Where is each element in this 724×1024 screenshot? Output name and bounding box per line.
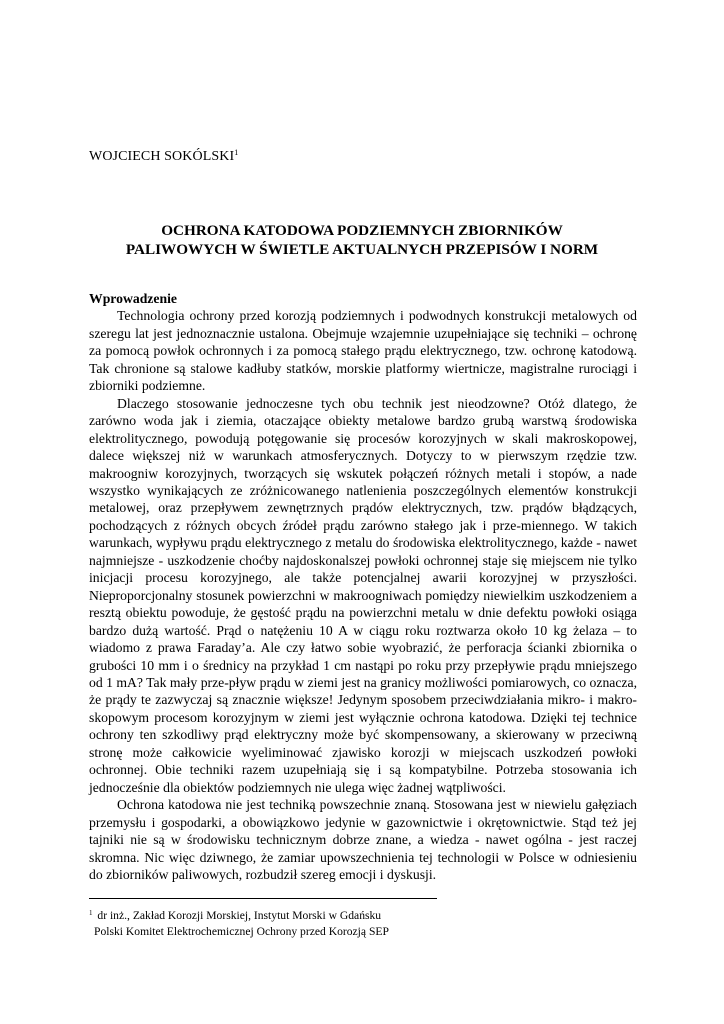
footnote-line-1: [89, 906, 389, 924]
footnote: [89, 906, 389, 939]
title-line-2: PALIWOWYCH W ŚWIETLE AKTUALNYCH PRZEPISÓW I NORM: [125, 241, 599, 258]
paragraph: Technologia ochrony przed korozją podziemnych i podwodnych konstrukcji metalowych od szeregu lat jest jednoznacznie ustalona. Obejmuje wzajemnie uzupełniające się techniki – ochronę za pomocą powłok ochronnych i za pomocą stałego prądu elektrycznego, tzw. ochronę katodową. Tak chronione są stalowe kadłuby statków, morskie platformy wiertnicze, magistralne rurociągi i zbiorniki podziemne.: [89, 308, 637, 394]
footnote-marker: 1: [89, 909, 93, 917]
article-title: [60, 221, 664, 259]
footnote-divider: [89, 898, 437, 899]
article-body: [89, 290, 637, 883]
footnote-reference: 1: [234, 148, 239, 157]
footnote-affiliation: dr inż., Zakład Korozji Morskiej, Instytut Morski w Gdańsku: [97, 909, 382, 922]
author-name: WOJCIECH SOKÓLSKI: [89, 149, 235, 164]
title-line-1: OCHRONA KATODOWA PODZIEMNYCH ZBIORNIKÓW: [161, 222, 563, 239]
section-heading: Wprowadzenie: [89, 291, 177, 306]
paragraph: Dlaczego stosowanie jednoczesne tych obu technik jest nieodzowne? Otóż dlatego, że zarówno woda jak i ziemia, otaczające obiekty metalowe bardzo grubą warstwą środowiska elektrolitycznego, powodują potęgowanie się procesów korozyjnych w skali makroskopowej, dalece większej niż w warunkach atmosferycznych. Dotyczy to w pierwszym rzędzie tzw. makroogniw korozyjnych, tworzących się wskutek połączeń różnych metali i stopów, a nade wszystko wynikających ze zróżnicowanego natlenienia poszczególnych elementów konstrukcji metalowej, oraz przepływem zewnętrznych prądów elektrycznych, tzw. prądów błądzących, pochodzących z różnych obcych źródeł prądu zarówno stałego jak i prze-miennego. W takich warunkach, wypływu prądu elektrycznego z metalu do środowiska elektrolitycznego, każde - nawet najmniejsze - uszkodzenie choćby najdoskonalszej powłoki ochronnej staje się miejscem nie tylko inicjacji procesu korozyjnego, ale także potencjalnej awarii korozyjnej w przyszłości. Nieproporcjonalny stosunek powierzchni w makroogniwach pomiędzy niewielkim uszkodzeniem a resztą obiektu powoduje, że gęstość prądu na powierzchni metalu w dnie defektu powłoki osiąga bardzo dużą wartość. Prąd o natężeniu 10 A w ciągu roku roztwarza około 10 kg żelaza – to wiadomo z prawa Faraday’a. Ale czy łatwo sobie wyobrazić, że perforacja ścianki zbiornika o grubości 10 mm i o średnicy na przykład 1 cm nastąpi po roku przy przepływie prądu mniejszego od 1 mA? Tak mały prze-pływ prądu w ziemi jest na granicy możliwości pomiarowych, co oznacza, że prądy te zazwyczaj są znacznie większe! Jedynym sposobem przeciwdziałania mikro- i makro-skopowym procesom korozyjnym w ziemi jest wyłącznie ochrona katodowa. Dzięki tej technice ochrony ten szkodliwy prąd elektryczny może być skompensowany, a skierowany w przeciwną stronę może całkowicie wyeliminować zjawisko korozji w miejscach uszkodzeń powłoki ochronnej. Obie techniki razem uzupełniają się i są kompatybilne. Potrzeba stosowania ich jednocześnie dla obiektów podziemnych nie ulega więc żadnej wątpliwości.: [89, 395, 638, 795]
footnote-line-2: Polski Komitet Elektrochemicznej Ochrony przed Korozją SEP: [94, 924, 389, 938]
paragraph: Ochrona katodowa nie jest techniką powszechnie znaną. Stosowana jest w niewielu gałęziach przemysłu i gospodarki, a obowiązkowo jedynie w gazownictwie i okrętownictwie. Stąd też jej tajniki nie są w środowisku technicznym dobrze znane, a wiedza - nawet ogólna - jest raczej skromna. Nic więc dziwnego, że zamiar upowszechnienia tej technologii w Polsce w odniesieniu do zbiorników paliwowych, rozbudził szereg emocji i dyskusji.: [89, 797, 637, 882]
author-line: [89, 148, 238, 165]
